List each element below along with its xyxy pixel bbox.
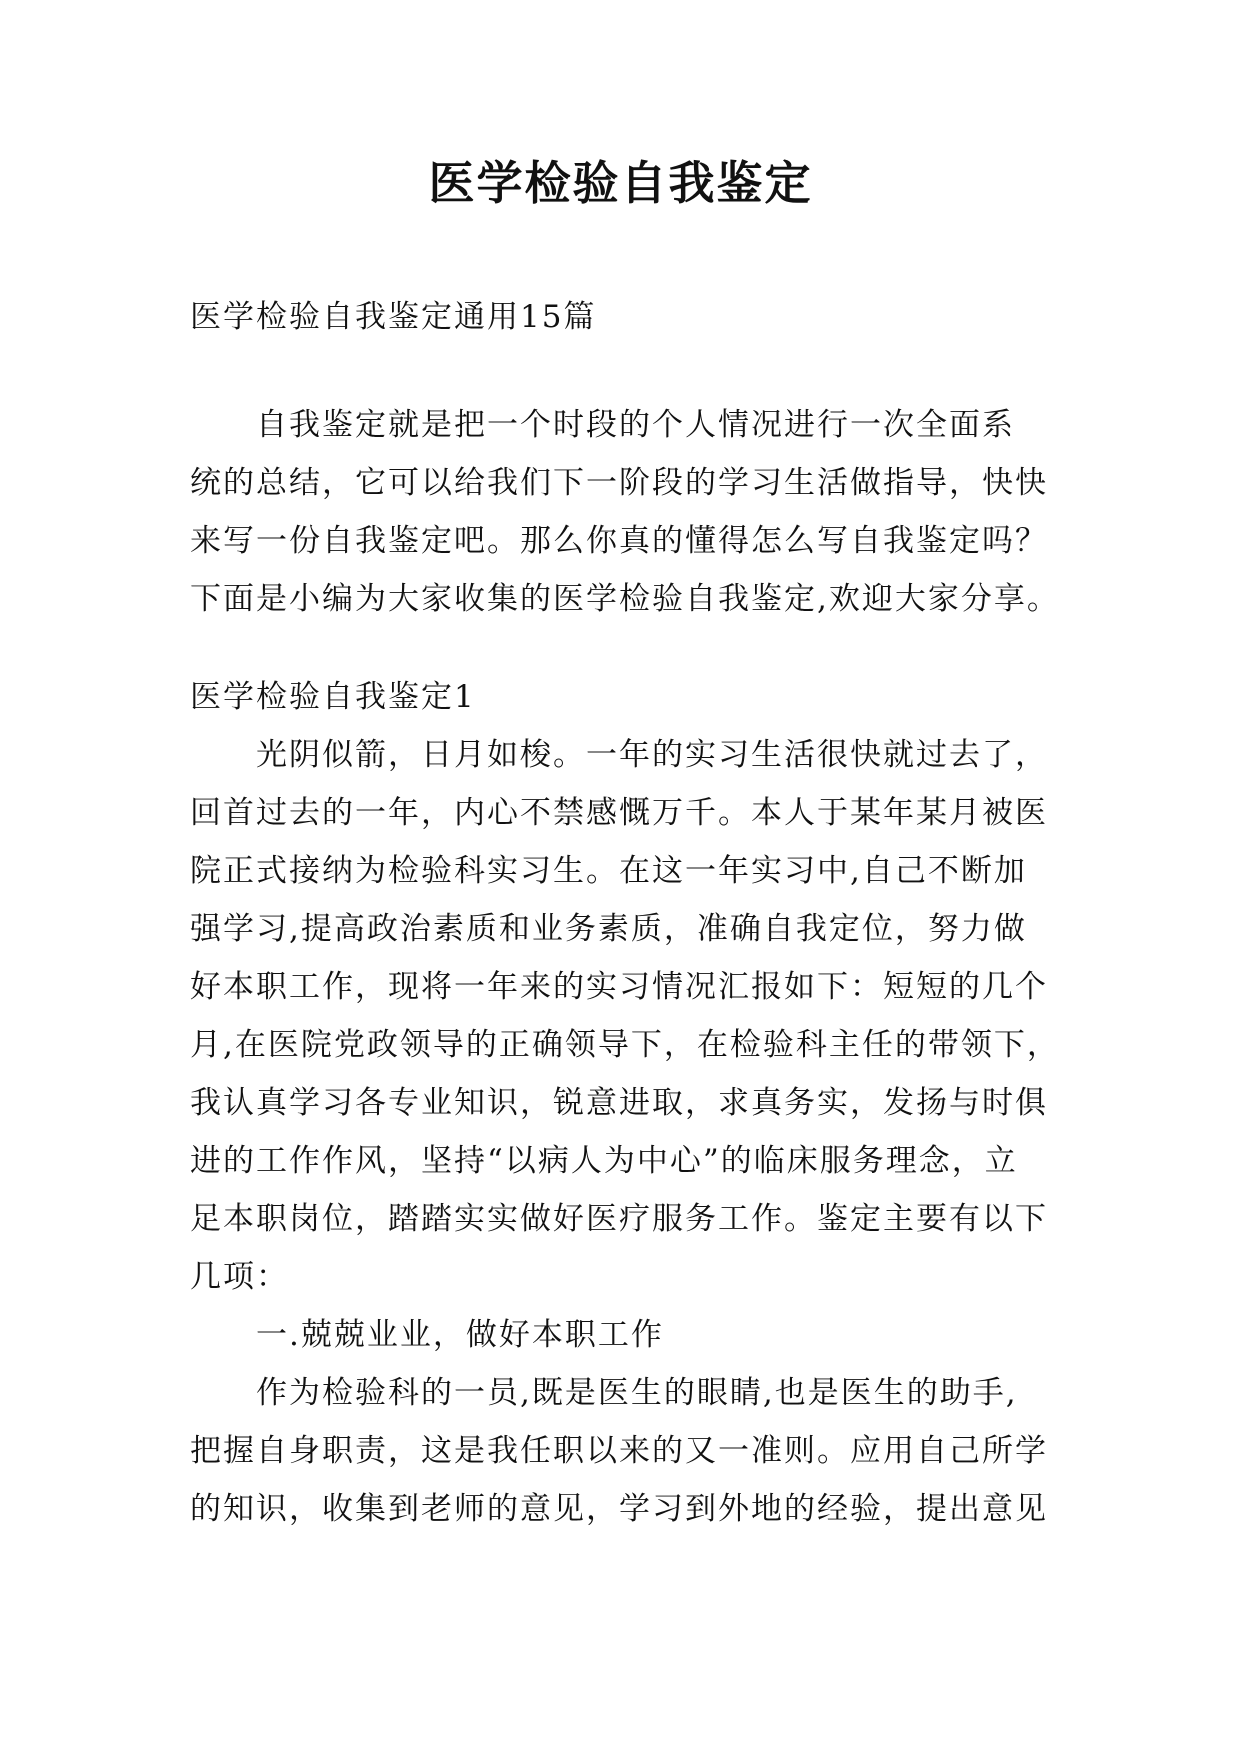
body-line: 院正式接纳为检验科实习生。在这一年实习中,自己不断加 <box>190 853 1027 889</box>
body-line: 我认真学习各专业知识，锐意进取，求真务实，发扬与时俱 <box>190 1085 1048 1121</box>
item-heading: 一.兢兢业业，做好本职工作 <box>256 1317 664 1353</box>
document-title: 医学检验自我鉴定 <box>428 156 813 210</box>
intro-line: 自我鉴定就是把一个时段的个人情况进行一次全面系 <box>256 407 1015 443</box>
intro-paragraph <box>190 396 1060 628</box>
body-line: 光阴似箭，日月如梭。一年的实习生活很快就过去了， <box>256 737 1048 773</box>
body-line: 进的工作作风，坚持“以病人为中心”的临床服务理念，立 <box>190 1143 1018 1179</box>
body-line: 几项： <box>190 1259 289 1295</box>
body-line: 回首过去的一年，内心不禁感慨万千。本人于某年某月被医 <box>190 795 1048 831</box>
body-line: 足本职岗位，踏踏实实做好医疗服务工作。鉴定主要有以下 <box>190 1201 1048 1237</box>
body-line: 月,在医院党政领导的正确领导下，在检验科主任的带领下， <box>190 1027 1060 1063</box>
intro-line: 来写一份自我鉴定吧。那么你真的懂得怎么写自我鉴定吗？ <box>190 523 1048 559</box>
document-subtitle: 医学检验自我鉴定通用15篇 <box>190 299 597 335</box>
intro-line: 下面是小编为大家收集的医学检验自我鉴定,欢迎大家分享。 <box>190 581 1060 617</box>
item-line: 把握自身职责，这是我任职以来的又一准则。应用自己所学 <box>190 1433 1048 1469</box>
item-line: 作为检验科的一员,既是医生的眼睛,也是医生的助手, <box>256 1375 1018 1411</box>
intro-line: 统的总结，它可以给我们下一阶段的学习生活做指导，快快 <box>190 465 1048 501</box>
body-line: 好本职工作，现将一年来的实习情况汇报如下：短短的几个 <box>190 969 1048 1005</box>
section-1 <box>190 668 1060 1538</box>
item-line: 的知识，收集到老师的意见，学习到外地的经验，提出意见 <box>190 1491 1048 1527</box>
section-heading: 医学检验自我鉴定1 <box>190 679 476 715</box>
document-body <box>190 288 1060 1538</box>
body-line: 强学习,提高政治素质和业务素质，准确自我定位，努力做 <box>190 911 1027 947</box>
